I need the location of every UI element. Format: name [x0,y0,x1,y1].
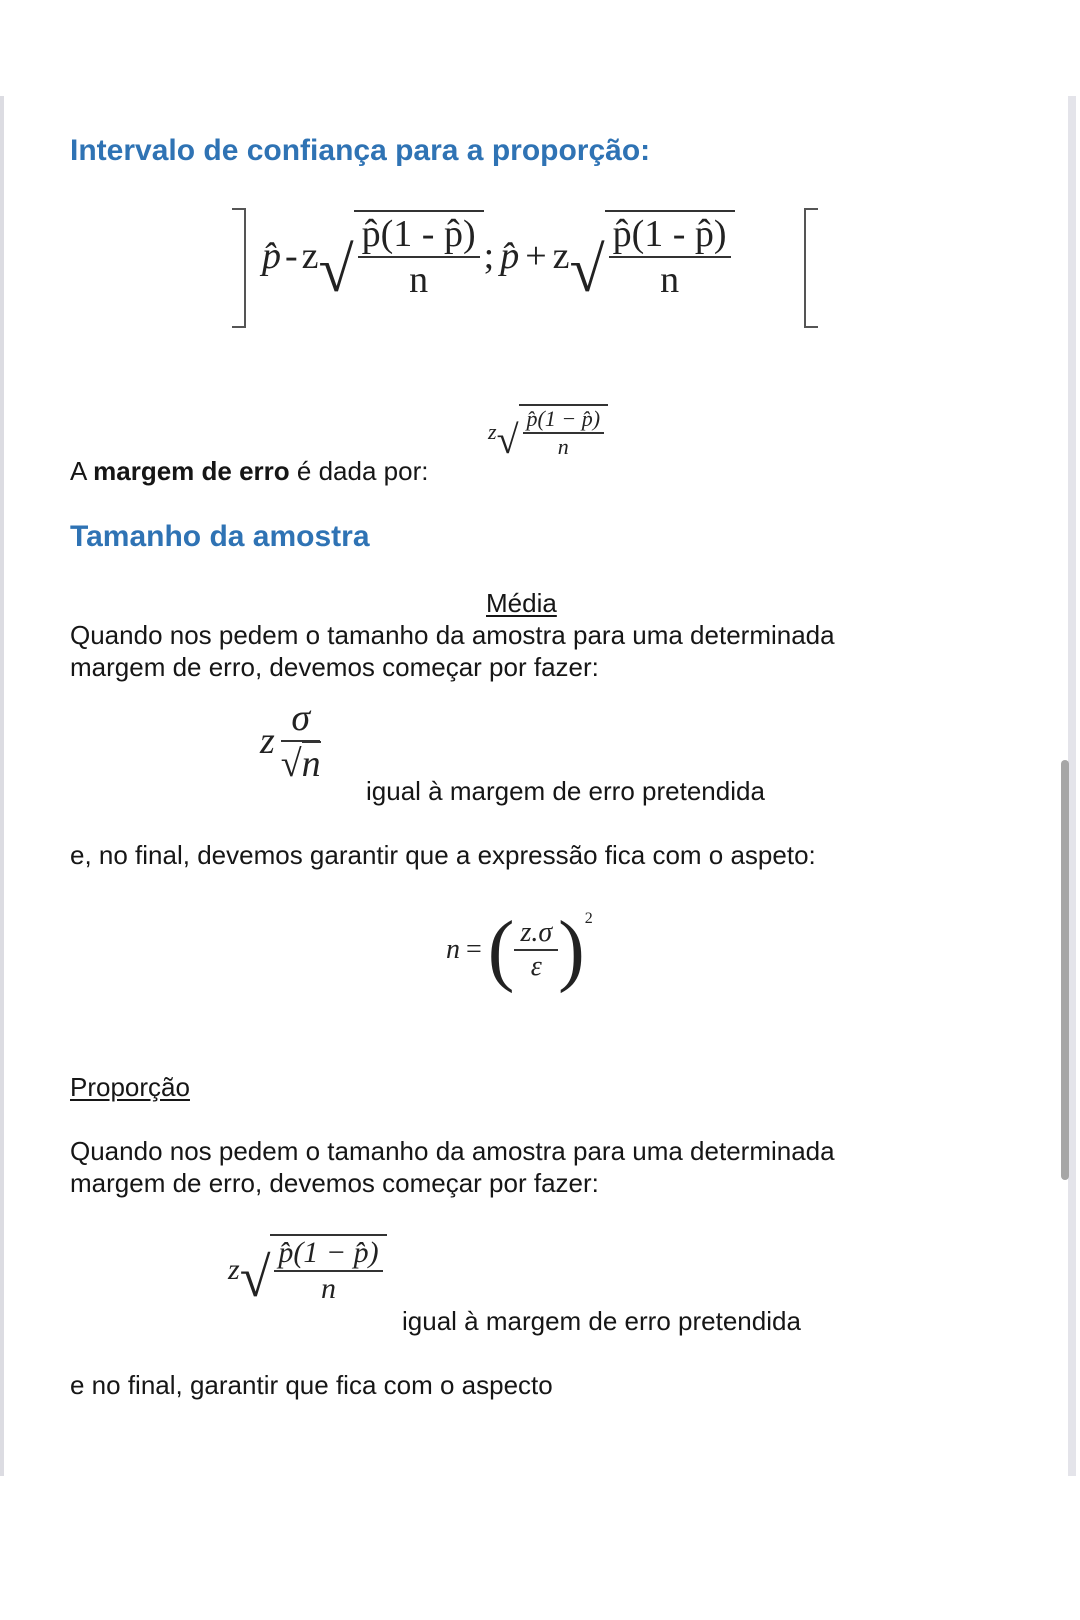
mean-formula: z $\frac{\sigma}{√n}$ [260,697,321,785]
n-symbol: n [301,743,321,785]
ci-heading: Intervalo de confiança para a proporção: [70,134,651,167]
minus-sign: - [285,235,298,277]
n-symbol: n [446,934,460,965]
margin-suffix: é dada por: [289,456,429,486]
ci-formula [262,210,735,305]
mean-line2: margem de erro, devemos começar por fazer: [70,652,599,682]
margin-bold: margem de erro [93,456,290,486]
proportion-formula: z √ $\frac{p̂(1 - p̂)}{n}$ [228,1234,387,1306]
sqrt-right: √ $\frac{p̂(1 - p̂)}{n}$ [570,210,735,302]
sqrt-left: √ $\frac{p̂(1 - p̂)}{n}$ [319,210,484,302]
margin-formula: z √ $\frac{p̂(1 - p̂)}{n}$ [488,404,608,460]
proportion-final-text: e no final, garantir que fica com o aspecto [70,1370,553,1400]
denominator: n [557,434,569,459]
sigma-symbol: σ [281,696,320,742]
z-symbol: z [552,235,570,277]
denominator: n [321,1272,337,1305]
margin-prefix: A [70,456,94,486]
mean-subheading: Média [486,588,557,618]
numerator: p̂(1 − p̂) [523,406,605,434]
sample-size-heading: Tamanho da amostra [70,520,370,553]
proportion-line2: margem de erro, devemos começar por fazer: [70,1168,599,1198]
equals-sign: = [466,934,482,965]
proportion-formula-caption: igual à margem de erro pretendida [402,1306,801,1336]
z-symbol: z [228,1253,240,1286]
scrollbar-track[interactable] [1068,96,1076,1476]
left-bracket [232,208,246,328]
p-hat: p̂ [262,235,281,277]
z-symbol: z [260,720,275,762]
mean-final-text: e, no final, devemos garantir que a expressão fica com o aspeto: [70,840,816,870]
mean-line1: Quando nos pedem o tamanho da amostra para uma determinada [70,620,835,650]
epsilon-symbol: ε [530,951,542,982]
right-bracket [804,208,818,328]
mean-formula-caption: igual à margem de erro pretendida [366,776,765,806]
numerator: p̂(1 − p̂) [274,1236,382,1272]
margin-of-error-text [70,456,428,487]
numerator: p̂(1 - p̂) [609,212,731,258]
z-symbol: z [488,419,497,444]
z-symbol: z [301,235,319,277]
numerator: p̂(1 - p̂) [358,212,480,258]
scrollbar-thumb[interactable] [1061,760,1069,1180]
mean-final-formula: n = ( $\frac{z.\sigma}{\varepsilon}$ ) 2 [446,906,593,994]
proportion-line1: Quando nos pedem o tamanho da amostra para uma determinada [70,1136,835,1166]
denominator: n [409,259,429,301]
proportion-subheading: Proporção [70,1072,190,1102]
denominator: n [660,259,680,301]
exponent: 2 [584,910,593,927]
p-hat: p̂ [500,235,520,277]
separator: ; [483,235,495,277]
numerator: z.σ [514,917,558,951]
plus-sign: + [525,235,547,277]
